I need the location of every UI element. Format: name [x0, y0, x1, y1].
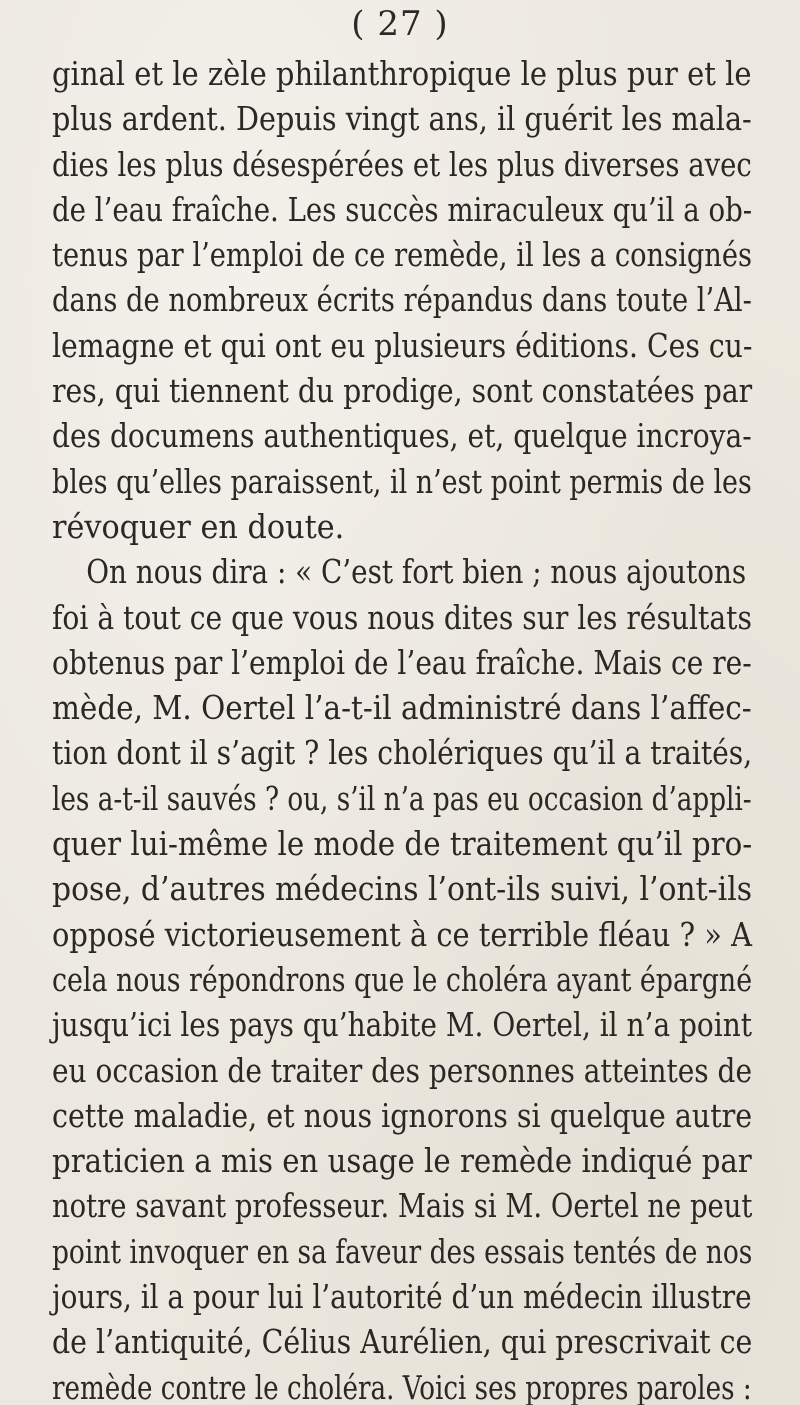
- text-line: point invoquer en sa faveur des essais tentés de nos: [52, 1232, 753, 1271]
- text-line: cela nous répondrons que le choléra ayant épargné: [52, 960, 753, 999]
- paragraph-start-line: On nous dira : « C’est fort bien ; nous ajoutons: [86, 553, 747, 592]
- text-line: opposé victorieusement à ce terrible fléau ? » A: [52, 915, 752, 954]
- text-line: praticien a mis en usage le remède indiqué par: [52, 1142, 752, 1181]
- text-line: res, qui tiennent du prodige, sont constatées par: [52, 372, 753, 411]
- text-line: remède contre le choléra. Voici ses propres paroles :: [52, 1368, 752, 1405]
- text-line: mède, M. Oertel l’a-t-il administré dans l’affec-: [52, 689, 752, 728]
- text-line: des documens authentiques, et, quelque incroya-: [52, 417, 752, 456]
- text-line: dans de nombreux écrits répandus dans toute l’Al-: [52, 281, 752, 320]
- text-line: quer lui-même le mode de traitement qu’il pro-: [52, 825, 753, 864]
- text-line: obtenus par l’emploi de l’eau fraîche. Mais ce re-: [52, 643, 752, 682]
- text-line: dies les plus désespérées et les plus diverses avec: [52, 145, 752, 184]
- text-line: pose, d’autres médecins l’ont-ils suivi, l’ont-ils: [52, 870, 753, 909]
- text-line: de l’eau fraîche. Les succès miraculeux qu’il a ob-: [52, 190, 753, 229]
- text-line: jusqu’ici les pays qu’habite M. Oertel, il n’a point: [52, 1006, 753, 1045]
- text-line: tion dont il s’agit ? les cholériques qu’il a traités,: [52, 734, 753, 773]
- text-line: cette maladie, et nous ignorons si quelque autre: [52, 1096, 753, 1135]
- text-line: révoquer en doute.: [52, 507, 345, 546]
- text-line: eu occasion de traiter des personnes atteintes de: [52, 1051, 753, 1090]
- text-line: notre savant professeur. Mais si M. Oertel ne peut: [52, 1187, 753, 1226]
- body-text: [52, 52, 800, 1405]
- text-line: bles qu’elles paraissent, il n’est point permis de les: [52, 462, 752, 501]
- text-line: de l’antiquité, Célius Aurélien, qui prescrivait ce: [52, 1323, 753, 1362]
- text-line: foi à tout ce que vous nous dites sur les résultats: [52, 598, 752, 637]
- text-line: lemagne et qui ont eu plusieurs éditions. Ces cu-: [52, 326, 753, 365]
- text-line: plus ardent. Depuis vingt ans, il guérit les mala-: [52, 100, 752, 139]
- text-line: les a-t-il sauvés ? ou, s’il n’a pas eu occasion d’appli-: [52, 779, 752, 818]
- page-number: ( 27 ): [351, 4, 449, 44]
- text-line: jours, il a pour lui l’autorité d’un médecin illustre: [52, 1278, 752, 1317]
- text-line: tenus par l’emploi de ce remède, il les a consignés: [52, 236, 753, 275]
- text-line: ginal et le zèle philanthropique le plus pur et le: [52, 55, 752, 93]
